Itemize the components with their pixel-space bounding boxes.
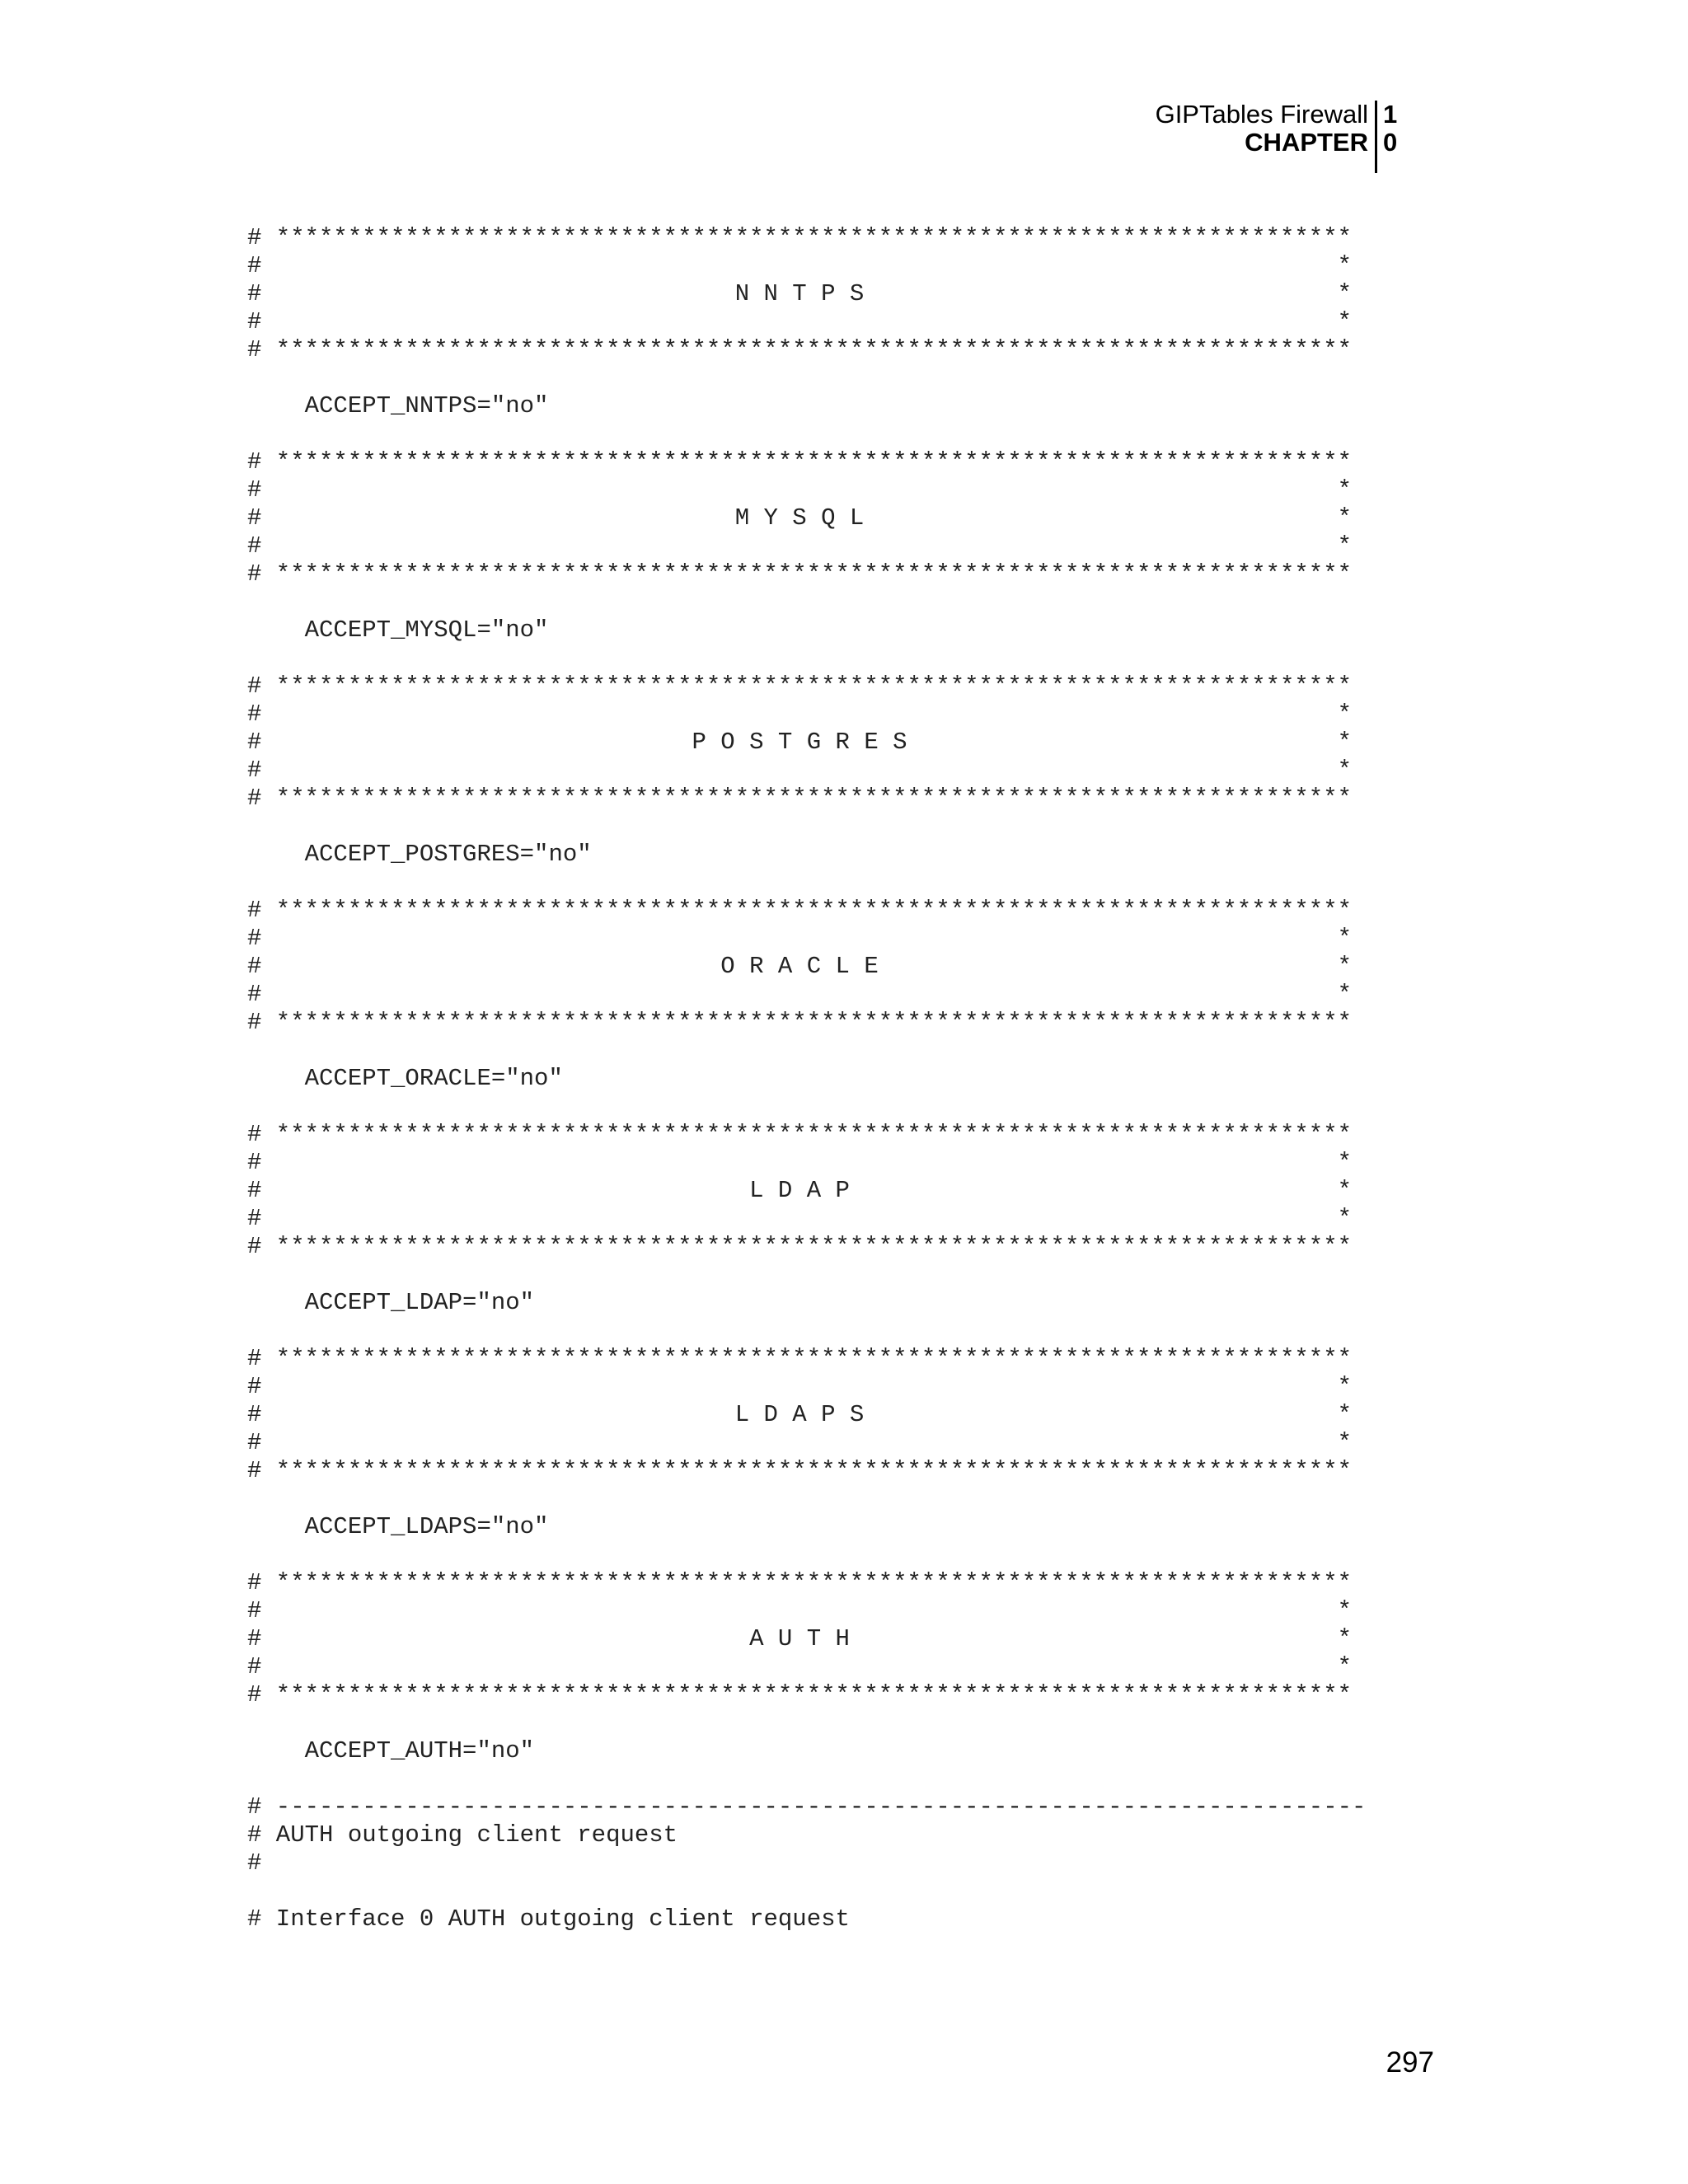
code-line: ACCEPT_AUTH="no" bbox=[247, 1737, 535, 1765]
code-line: # *************************************************************************** bbox=[247, 785, 1353, 812]
code-line bbox=[247, 1093, 1366, 1121]
code-line: # * bbox=[247, 701, 1353, 728]
code-line: # Interface 0 AUTH outgoing client request bbox=[247, 1905, 850, 1933]
code-line: # *************************************************************************** bbox=[247, 1009, 1353, 1036]
code-line: # *************************************************************************** bbox=[247, 448, 1353, 476]
code-line: # *************************************************************************** bbox=[247, 1121, 1353, 1148]
code-line: # *************************************************************************** bbox=[247, 1233, 1353, 1260]
code-line: # L D A P * bbox=[247, 1177, 1353, 1204]
code-line bbox=[247, 1877, 1366, 1905]
code-line bbox=[247, 420, 1366, 448]
code-line: # P O S T G R E S * bbox=[247, 729, 1353, 756]
code-line: # *************************************************************************** bbox=[247, 224, 1353, 251]
code-line: ACCEPT_LDAP="no" bbox=[247, 1289, 535, 1316]
page-number: 297 bbox=[1386, 2046, 1434, 2079]
code-line bbox=[247, 588, 1366, 616]
code-line: # * bbox=[247, 252, 1353, 279]
code-line: ACCEPT_MYSQL="no" bbox=[247, 616, 549, 644]
book-title: GIPTables Firewall bbox=[1155, 100, 1368, 129]
chapter-number-digit: 0 bbox=[1383, 128, 1398, 157]
code-line: # bbox=[247, 1849, 262, 1877]
code-line: # *************************************************************************** bbox=[247, 560, 1353, 588]
code-line: # * bbox=[247, 925, 1353, 952]
code-line bbox=[247, 644, 1366, 673]
chapter-label: CHAPTER bbox=[1245, 128, 1368, 157]
code-line: # * bbox=[247, 1653, 1353, 1680]
code-line: # * bbox=[247, 476, 1353, 504]
code-line: # *************************************************************************** bbox=[247, 1681, 1353, 1708]
code-line bbox=[247, 1709, 1366, 1737]
code-line bbox=[247, 364, 1366, 392]
code-line: # * bbox=[247, 532, 1353, 560]
code-listing bbox=[247, 224, 1366, 1933]
code-line: ACCEPT_ORACLE="no" bbox=[247, 1065, 563, 1092]
code-line: ACCEPT_POSTGRES="no" bbox=[247, 841, 592, 868]
running-header bbox=[1071, 101, 1400, 173]
code-line: ACCEPT_LDAPS="no" bbox=[247, 1513, 549, 1540]
code-line: # L D A P S * bbox=[247, 1401, 1353, 1428]
code-line: # ---------------------------------------------------------------------------- bbox=[247, 1793, 1367, 1821]
code-line: # *************************************************************************** bbox=[247, 1345, 1353, 1372]
code-line bbox=[247, 813, 1366, 841]
code-line: # * bbox=[247, 1205, 1353, 1232]
code-line: # * bbox=[247, 1373, 1353, 1400]
code-line: # *************************************************************************** bbox=[247, 1569, 1353, 1596]
code-line: # * bbox=[247, 1149, 1353, 1176]
code-line bbox=[247, 1317, 1366, 1345]
code-line: # M Y S Q L * bbox=[247, 504, 1353, 532]
code-line: # * bbox=[247, 1597, 1353, 1624]
code-line: # AUTH outgoing client request bbox=[247, 1821, 678, 1849]
code-line: # A U T H * bbox=[247, 1625, 1353, 1652]
code-line: # N N T P S * bbox=[247, 280, 1353, 307]
header-divider bbox=[1375, 101, 1377, 173]
code-line: # * bbox=[247, 308, 1353, 335]
code-line: # *************************************************************************** bbox=[247, 673, 1353, 700]
code-line: # *************************************************************************** bbox=[247, 1457, 1353, 1484]
code-line: ACCEPT_NNTPS="no" bbox=[247, 392, 549, 419]
code-line: # * bbox=[247, 757, 1353, 784]
code-line bbox=[247, 869, 1366, 897]
code-line: # *************************************************************************** bbox=[247, 897, 1353, 924]
chapter-number-digit: 1 bbox=[1383, 100, 1398, 129]
code-line: # * bbox=[247, 1429, 1353, 1456]
code-line: # O R A C L E * bbox=[247, 953, 1353, 980]
code-line bbox=[247, 1037, 1366, 1065]
code-line bbox=[247, 1541, 1366, 1569]
code-line: # * bbox=[247, 981, 1353, 1008]
code-line bbox=[247, 1261, 1366, 1289]
code-line bbox=[247, 1485, 1366, 1513]
code-line: # *************************************************************************** bbox=[247, 336, 1353, 363]
code-line bbox=[247, 1765, 1366, 1793]
